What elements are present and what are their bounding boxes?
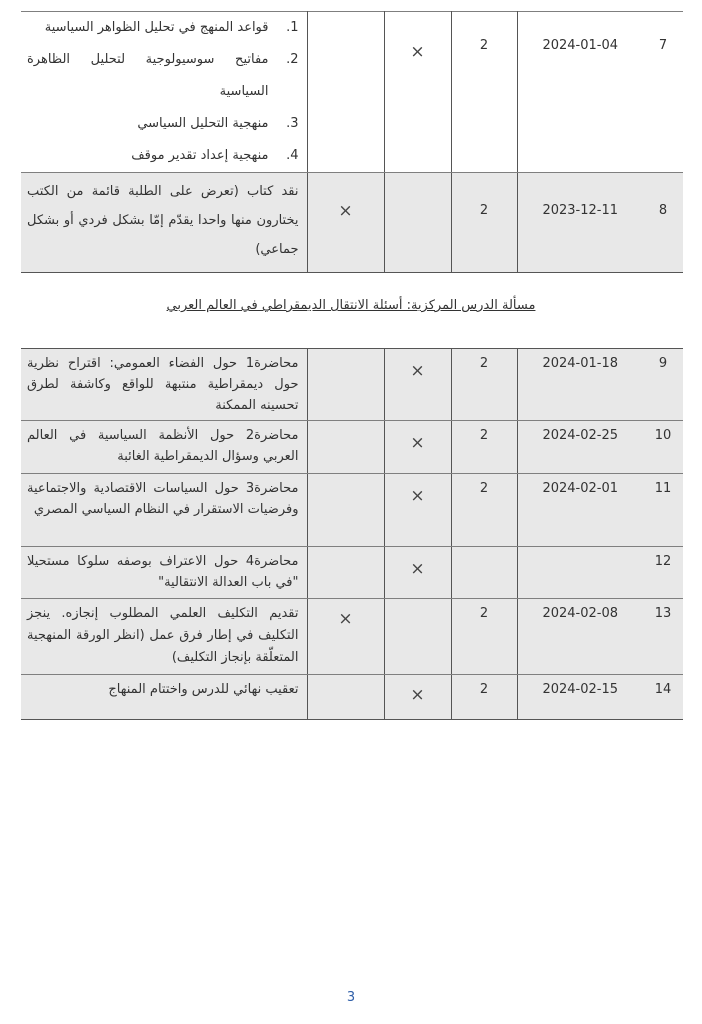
schedule-table-bottom xyxy=(21,348,683,720)
mark-cell-b: × xyxy=(384,547,451,599)
table-row xyxy=(21,349,683,421)
topic-cell: محاضرة1 حول الفضاء العمومي: اقتراح نظرية حول ديمقراطية منتبهة للواقع وكاشفة لطرق تحسينه الممكنة xyxy=(21,349,307,421)
table-row xyxy=(21,599,683,675)
hours-cell: 2 xyxy=(451,12,517,173)
date-cell xyxy=(517,547,643,599)
date-cell: 2024-02-25 xyxy=(517,421,643,474)
mark-cell-a: × xyxy=(307,173,384,273)
date-cell: 2024-02-01 xyxy=(517,474,643,547)
table-row xyxy=(21,173,683,273)
mark-cell-a xyxy=(307,349,384,421)
mark-cell-a xyxy=(307,675,384,720)
table-row xyxy=(21,474,683,547)
hours-cell: 2 xyxy=(451,421,517,474)
date-cell: 2024-01-18 xyxy=(517,349,643,421)
mark-cell-b xyxy=(384,173,451,273)
mark-cell-b: × xyxy=(384,474,451,547)
mark-cell-b: × xyxy=(384,12,451,173)
topic-list xyxy=(21,12,307,172)
page-number: 3 xyxy=(346,990,356,1005)
table-row xyxy=(21,421,683,474)
hours-cell: 2 xyxy=(451,474,517,547)
mark-cell-b: × xyxy=(384,349,451,421)
topic-cell: تعقيب نهائي للدرس واختتام المنهاج xyxy=(21,675,307,720)
mark-cell-a: × xyxy=(307,599,384,675)
index-cell: 14 xyxy=(643,675,683,720)
list-item: .4 منهجية إعداد تقدير موقف xyxy=(131,148,299,163)
topic-cell: نقد كتاب (تعرض على الطلبة قائمة من الكتب يختارون منها واحدا يقدّم إمّا بشكل فردي أو بشكل جماعي) xyxy=(21,173,307,273)
topic-cell: محاضرة4 حول الاعتراف بوصفه سلوكا مستحيلا "في باب العدالة الانتقالية" xyxy=(21,547,307,599)
index-cell: 12 xyxy=(643,547,683,599)
mark-cell-a xyxy=(307,474,384,547)
mark-cell-a xyxy=(307,547,384,599)
hours-cell: 2 xyxy=(451,173,517,273)
hours-cell: 2 xyxy=(451,599,517,675)
date-cell: 2024-02-08 xyxy=(517,599,643,675)
index-cell: 8 xyxy=(643,173,683,273)
hours-cell: 2 xyxy=(451,675,517,720)
topic-cell: محاضرة2 حول الأنظمة السياسية في العالم العربي وسؤال الديمقراطية الغائبة xyxy=(21,421,307,474)
hours-cell xyxy=(451,547,517,599)
index-cell: 7 xyxy=(643,12,683,173)
hours-cell: 2 xyxy=(451,349,517,421)
date-cell: 2024-01-04 xyxy=(517,12,643,173)
list-item: .1 قواعد المنهج في تحليل الظواهر السياسية xyxy=(44,20,299,35)
date-cell: 2024-02-15 xyxy=(517,675,643,720)
topic-cell xyxy=(21,12,307,173)
mark-cell-b xyxy=(384,599,451,675)
list-item: .3 منهجية التحليل السياسي xyxy=(137,116,299,131)
list-item: .2 مفاتيح سوسيولوجية لتحليل الظاهرة السياسية xyxy=(27,52,299,99)
mark-cell-b: × xyxy=(384,421,451,474)
topic-cell: محاضرة3 حول السياسات الاقتصادية والاجتماعية وفرضيات الاستقرار في النظام السياسي المصري xyxy=(21,474,307,547)
index-cell: 11 xyxy=(643,474,683,547)
mark-cell-b: × xyxy=(384,675,451,720)
schedule-table-top xyxy=(21,11,683,273)
index-cell: 9 xyxy=(643,349,683,421)
table-row xyxy=(21,12,683,173)
topic-cell: تقديم التكليف العلمي المطلوب إنجازه. ينجز التكليف في إطار فرق عمل (انظر الورقة المنهجية المتعلّقة بإنجاز التكليف) xyxy=(21,599,307,675)
index-cell: 10 xyxy=(643,421,683,474)
section-title: مسألة الدرس المركزية: أسئلة الانتقال الديمقراطي في العالم العربي xyxy=(166,298,536,313)
index-cell: 13 xyxy=(643,599,683,675)
table-row xyxy=(21,675,683,720)
mark-cell-a xyxy=(307,421,384,474)
table-row xyxy=(21,547,683,599)
date-cell: 2023-12-11 xyxy=(517,173,643,273)
mark-cell-a xyxy=(307,12,384,173)
